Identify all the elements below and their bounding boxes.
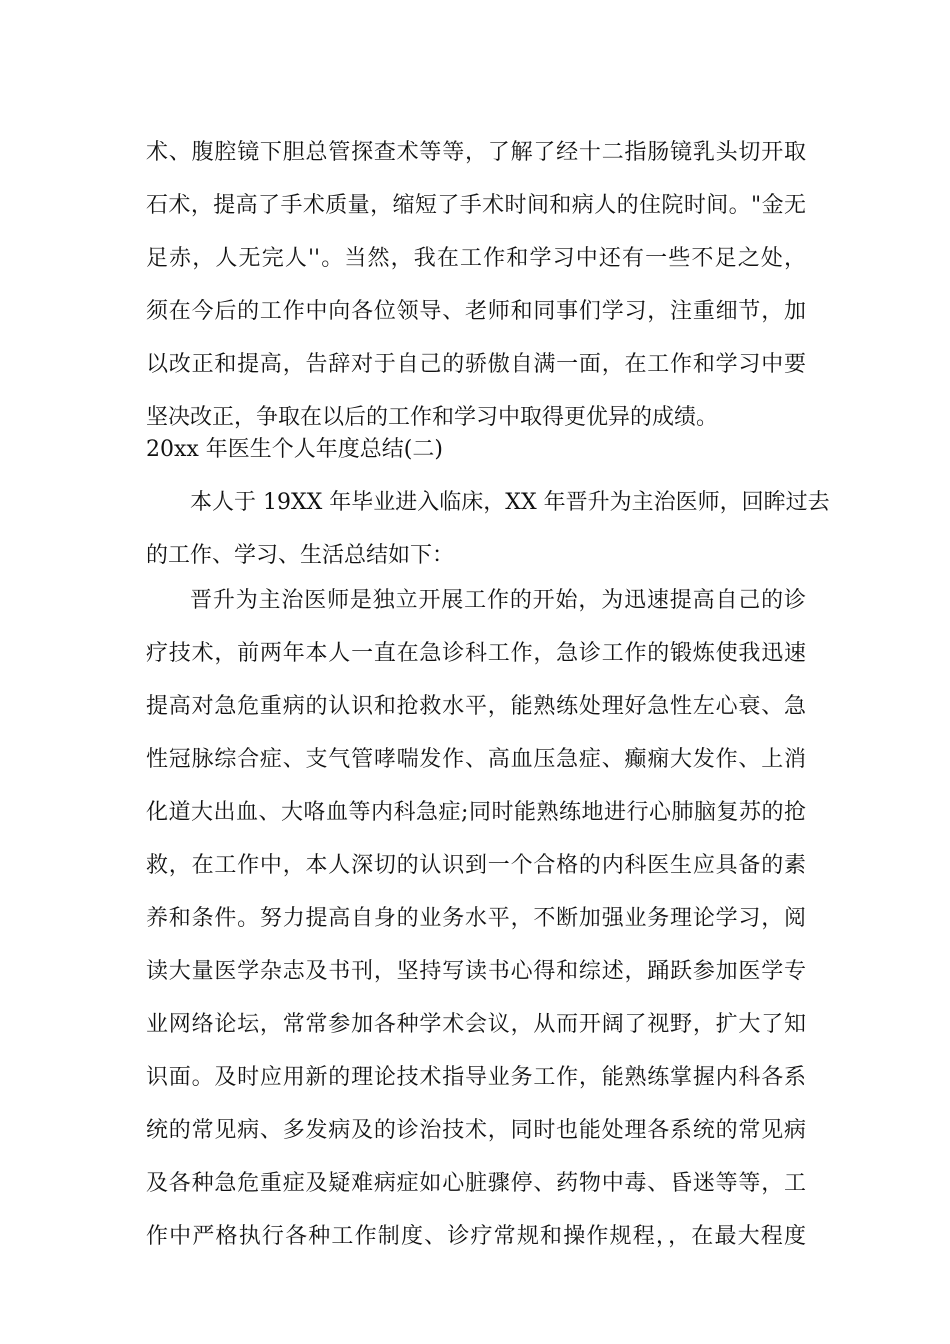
paragraph-body <box>146 574 806 1263</box>
text-line: 提高对急危重病的认识和抢救水平，能熟练处理好急性左心衰、急 <box>146 694 806 719</box>
text-line: 坚决改正，争取在以后的工作和学习中取得更优异的成绩。 <box>146 405 719 430</box>
text-line: 性冠脉综合症、支气管哮喘发作、高血压急症、癫痫大发作、上消 <box>146 747 806 772</box>
paragraph-continuation <box>146 126 806 444</box>
section-heading-block <box>146 423 806 476</box>
text-line: 须在今后的工作中向各位领导、老师和同事们学习，注重细节，加 <box>146 299 806 324</box>
text-line: 晋升为主治医师是独立开展工作的开始，为迅速提高自己的诊 <box>190 588 806 613</box>
text-line: 足赤，人无完人''。当然，我在工作和学习中还有一些不足之处， <box>146 246 806 271</box>
paragraph-intro <box>146 476 830 582</box>
text-line: 及各种急危重症及疑难病症如心脏骤停、药物中毒、昏迷等等，工 <box>146 1171 806 1196</box>
text-line: 的工作、学习、生活总结如下： <box>146 543 455 568</box>
text-line: 统的常见病、多发病及的诊治技术，同时也能处理各系统的常见病 <box>146 1118 806 1143</box>
text-line: 救，在工作中，本人深切的认识到一个合格的内科医生应具备的素 <box>146 853 806 878</box>
text-line: 疗技术，前两年本人一直在急诊科工作，急诊工作的锻炼使我迅速 <box>146 641 806 666</box>
text-line: 读大量医学杂志及书刊，坚持写读书心得和综述，踊跃参加医学专 <box>146 959 806 984</box>
text-line: 本人于 19XX 年毕业进入临床，XX 年晋升为主治医师，回眸过去 <box>190 490 830 515</box>
text-line: 养和条件。努力提高自身的业务水平，不断加强业务理论学习，阅 <box>146 906 806 931</box>
text-line: 业网络论坛，常常参加各种学术会议，从而开阔了视野，扩大了知 <box>146 1012 806 1037</box>
section-heading: 20xx 年医生个人年度总结(二) <box>146 437 443 462</box>
text-line: 术、腹腔镜下胆总管探查术等等，了解了经十二指肠镜乳头切开取 <box>146 140 806 165</box>
text-line: 作中严格执行各种工作制度、诊疗常规和操作规程，，在最大程度 <box>146 1224 806 1249</box>
text-line: 以改正和提高，告辞对于自己的骄傲自满一面，在工作和学习中要 <box>146 352 806 377</box>
text-line: 石术，提高了手术质量，缩短了手术时间和病人的住院时间。"金无 <box>146 193 806 218</box>
text-line: 识面。及时应用新的理论技术指导业务工作，能熟练掌握内科各系 <box>146 1065 806 1090</box>
text-line: 化道大出血、大咯血等内科急症;同时能熟练地进行心肺脑复苏的抢 <box>146 800 806 825</box>
